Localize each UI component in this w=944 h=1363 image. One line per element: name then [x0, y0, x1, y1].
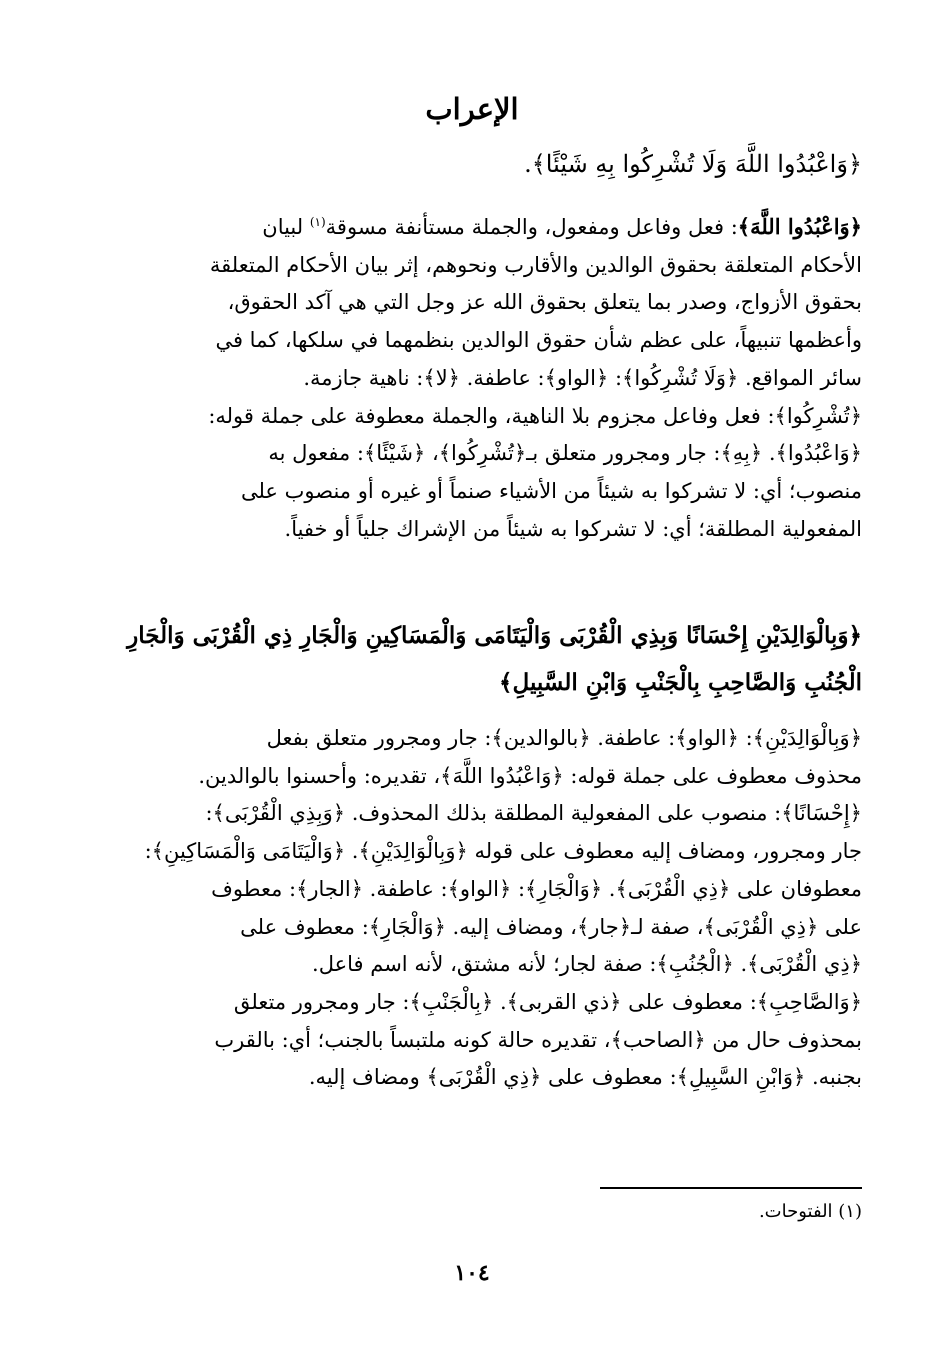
- page-title: الإعراب: [425, 92, 519, 126]
- paragraph-1-line-8: منصوب؛ أي: لا تشركوا به شيئاً من الأشياء صنماً أو غيره أو منصوب على: [240, 478, 862, 503]
- page-number: ١٠٤: [454, 1260, 490, 1286]
- paragraph-1-line-7: ﴿وَاعْبُدُوا﴾. ﴿بِهِ﴾: جار ومجرور متعلق بـ﴿تُشْرِكُوا﴾، ﴿شَيْئًا﴾: مفعول به: [268, 441, 862, 466]
- paragraph-1-line-2: الأحكام المتعلقة بحقوق الوالدين والأقارب ونحوهم، إثر بيان الأحكام المتعلقة: [209, 252, 862, 277]
- paragraph-1-line-5: سائر المواقع. ﴿وَلَا تُشْرِكُوا﴾: ﴿الواو﴾: عاطفة. ﴿لا﴾: ناهية جازمة.: [303, 365, 862, 390]
- paragraph-2-line-9: بمحذوف حال من ﴿الصاحب﴾، تقديره حالة كونه ملتبساً بالجنب؛ أي: بالقرب: [214, 1027, 862, 1052]
- quran-verse-1: ﴿وَاعْبُدُوا اللَّهَ وَلَا تُشْرِكُوا بِهِ شَيْئًا﴾.: [524, 150, 862, 178]
- paragraph-2-line-4: جار ومجرور، ومضاف إليه معطوف على قوله ﴿وَبِالْوَالِدَيْنِ﴾. ﴿وَالْيَتَامَى وَالْمَسَاكِينِ﴾:: [144, 839, 862, 864]
- paragraph-1-line-1: [76, 208, 862, 247]
- paragraph-1-line-4: وأعظمها تنبيهاً، على عظم شأن حقوق الوالدين بنظمهما في سلكها، كما في: [215, 328, 862, 353]
- paragraph-2-line-8: ﴿وَالصَّاحِبِ﴾: معطوف على ﴿ذي القربى﴾. ﴿بِالْجَنْبِ﴾: جار ومجرور متعلق: [233, 989, 862, 1014]
- paragraph-2-line-3: ﴿إِحْسَانًا﴾: منصوب على المفعولية المطلقة بذلك المحذوف. ﴿وَبِذِي الْقُرْبَى﴾:: [205, 801, 862, 826]
- footnote-marker: (١): [309, 215, 326, 229]
- quran-quote: ﴿وَاعْبُدُوا اللَّهَ﴾: [737, 214, 862, 239]
- footnote: (١) الفتوحات.: [758, 1201, 862, 1222]
- text-segment: لبيان: [262, 215, 310, 239]
- paragraph-2: [76, 720, 862, 1097]
- paragraph-2-line-7: ﴿ذِي الْقُرْبَى﴾. ﴿الْجُنُبِ﴾: صفة لجار؛ لأنه مشتق، لأنه اسم فاعل.: [312, 952, 862, 977]
- paragraph-2-line-6: على ﴿ذِي الْقُرْبَى﴾، صفة لـ﴿جار﴾، ومضاف إليه. ﴿وَالْجَارِ﴾: معطوف على: [240, 914, 862, 939]
- paragraph-1-line-6: ﴿تُشْرِكُوا﴾: فعل وفاعل مجزوم بلا الناهية، والجملة معطوفة على جملة قوله:: [208, 403, 862, 428]
- paragraph-2-line-10: بجنبه. ﴿وَابْنِ السَّبِيلِ﴾: معطوف على ﴿ذِي الْقُرْبَى﴾ ومضاف إليه.: [308, 1065, 862, 1090]
- paragraph-2-line-1: ﴿وَبِالْوَالِدَيْنِ﴾: ﴿الواو﴾: عاطفة. ﴿بالوالدين﴾: جار ومجرور متعلق بفعل: [266, 726, 862, 750]
- paragraph-2-line-2: محذوف معطوف على جملة قوله: ﴿وَاعْبُدُوا اللَّهَ﴾، تقديره: وأحسنوا بالوالدين.: [198, 763, 862, 788]
- text-segment: : فعل وفاعل ومفعول، والجملة مستأنفة مسوقة: [325, 215, 738, 239]
- paragraph-1-line-3: بحقوق الأزواج، وصدر بما يتعلق بحقوق الله عز وجل التي هي آكد الحقوق،: [227, 290, 862, 315]
- paragraph-1: [76, 208, 862, 548]
- paragraph-1-line-9: المفعولية المطلقة؛ أي: لا تشركوا به شيئاً من الإشراك جلياً أو خفياً.: [284, 516, 862, 541]
- quran-verse-2-line-2: الْجُنُبِ وَالصَّاحِبِ بِالْجَنْبِ وَابْنِ السَّبِيلِ﴾: [499, 669, 862, 696]
- paragraph-2-line-5: معطوفان على ﴿ذِي الْقُرْبَى﴾. ﴿وَالْجَارِ﴾: ﴿الواو﴾: عاطفة. ﴿الجار﴾: معطوف: [211, 876, 862, 901]
- footnote-divider: [600, 1187, 862, 1189]
- quran-verse-2: [76, 612, 862, 706]
- quran-verse-2-line-1: ﴿وَبِالْوَالِدَيْنِ إِحْسَانًا وَبِذِي الْقُرْبَى وَالْيَتَامَى وَالْمَسَاكِينِ وَالْجَارِ ذِي الْقُرْبَى وَالْجَارِ: [127, 622, 862, 649]
